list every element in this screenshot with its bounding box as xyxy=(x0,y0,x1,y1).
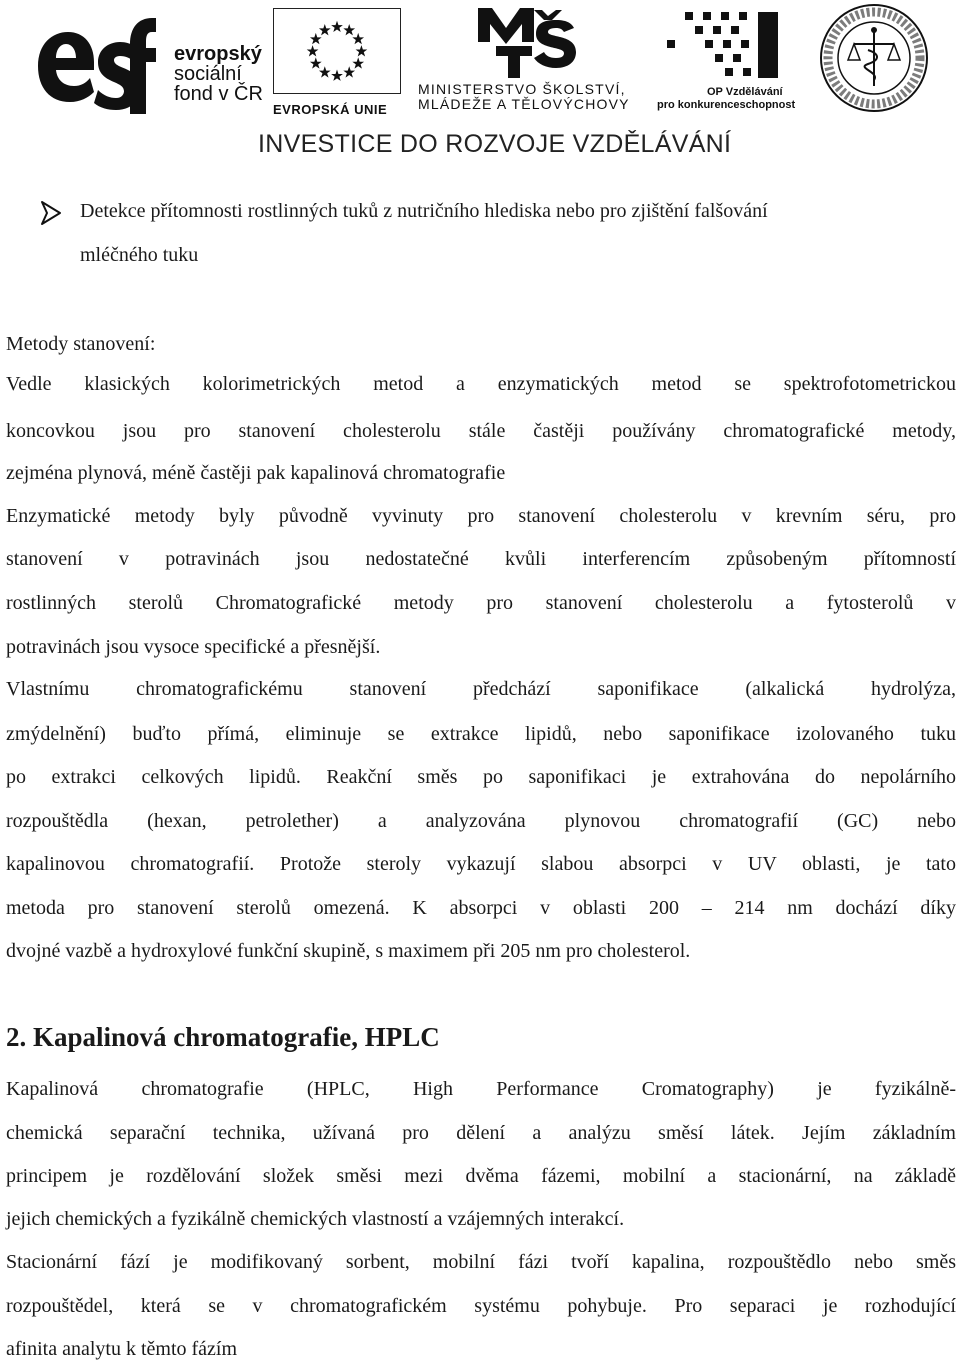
eu-logo xyxy=(273,8,403,117)
header-logos xyxy=(0,0,960,170)
op-year-badge xyxy=(758,12,778,78)
university-seal-icon xyxy=(818,2,930,114)
op-logo xyxy=(655,6,800,112)
op-line-2: pro konkurenceschopnost xyxy=(657,99,796,111)
methods-line-12: kapalinovou chromatografií. Protože steroly vykazují slabou absorpci v UV oblasti, je tato xyxy=(6,853,956,875)
hplc-line-5: Stacionární fází je modifikovaný sorbent, mobilní fázi tvoří kapalina, rozpouštědlo nebo směs xyxy=(6,1251,956,1273)
msmt-logo xyxy=(418,6,648,112)
methods-line-8: Vlastnímu chromatografickému stanovení předchází saponifikace (alkalická hydrolýza, xyxy=(6,678,956,700)
hplc-line-1: Kapalinová chromatografie (HPLC, High Performance Cromatography) je fyzikálně- xyxy=(6,1078,956,1100)
methods-line-10: po extrakci celkových lipidů. Reakční směs po saponifikaci je extrahována do nepolárního xyxy=(6,766,956,788)
methods-label: Metody stanovení: xyxy=(6,333,156,355)
op-mark-icon xyxy=(655,6,765,82)
op-text xyxy=(657,86,795,112)
esf-line-2: sociální xyxy=(174,63,242,85)
msmt-line-1: MINISTERSTVO ŠKOLSTVÍ, xyxy=(418,81,626,97)
hplc-line-3: principem je rozdělování složek směsi mezi dvěma fázemi, mobilní a stacionární, na základě xyxy=(6,1165,956,1187)
eu-label: EVROPSKÁ UNIE xyxy=(273,102,388,117)
esf-mark-icon xyxy=(34,14,156,114)
hplc-line-7: afinita analytu k těmto fázím xyxy=(6,1338,238,1360)
eu-flag-icon xyxy=(273,8,401,94)
investice-slogan: INVESTICE DO ROZVOJE VZDĚLÁVÁNÍ xyxy=(258,130,732,158)
esf-text xyxy=(174,44,263,104)
hplc-heading: 2. Kapalinová chromatografie, HPLC xyxy=(6,1022,440,1052)
methods-line-9: zmýdelnění) buďto přímá, eliminuje se extrakce lipidů, nebo saponifikace izolovaného tuku xyxy=(6,723,956,745)
bullet-line-2: mléčného tuku xyxy=(80,244,199,266)
msmt-text xyxy=(418,82,648,112)
methods-line-2: koncovkou jsou pro stanovení cholesterolu stále častěji používány chromatografické metody, xyxy=(6,420,956,442)
hplc-line-6: rozpouštědel, která se v chromatografickém systému pohybuje. Pro separaci je rozhodující xyxy=(6,1295,956,1317)
methods-line-6: rostlinných sterolů Chromatografické metody pro stanovení cholesterolu a fytosterolů v xyxy=(6,592,956,614)
hplc-line-2: chemická separační technika, užívaná pro dělení a analýzu směsí látek. Jejím základním xyxy=(6,1122,956,1144)
methods-line-13: metoda pro stanovení sterolů omezená. K absorpci v oblasti 200 – 214 nm dochází díky xyxy=(6,897,956,919)
methods-line-1: Vedle klasických kolorimetrických metod a enzymatických metod se spektrofotometrickou xyxy=(6,373,956,395)
methods-line-5: stanovení v potravinách jsou nedostatečné kvůli interferencím způsobeným přítomností xyxy=(6,548,956,570)
methods-line-4: Enzymatické metody byly původně vyvinuty pro stanovení cholesterolu v krevním séru, pro xyxy=(6,505,956,527)
msmt-line-2: MLÁDEŽE A TĚLOVÝCHOVY xyxy=(418,96,630,112)
esf-line-1: evropský xyxy=(174,43,262,65)
arrow-bullet-icon xyxy=(40,200,62,226)
methods-line-14: dvojné vazbě a hydroxylové funkční skupině, s maximem při 205 nm pro cholesterol. xyxy=(6,940,691,962)
esf-line-3: fond v ČR xyxy=(174,83,263,105)
bullet-line-1: Detekce přítomnosti rostlinných tuků z nutričního hlediska nebo pro zjištění falšování xyxy=(80,200,768,222)
msmt-mark-icon xyxy=(476,6,586,78)
methods-line-7: potravinách jsou vysoce specifické a přesnější. xyxy=(6,636,381,658)
op-line-1: OP Vzdělávání xyxy=(707,86,783,98)
methods-line-11: rozpouštědla (hexan, petrolether) a analyzována plynovou chromatografií (GC) nebo xyxy=(6,810,956,832)
methods-line-3: zejména plynová, méně častěji pak kapalinová chromatografie xyxy=(6,462,506,484)
esf-logo xyxy=(34,14,264,114)
hplc-line-4: jejich chemických a fyzikálně chemických vlastností a vzájemných interakcí. xyxy=(6,1208,625,1230)
